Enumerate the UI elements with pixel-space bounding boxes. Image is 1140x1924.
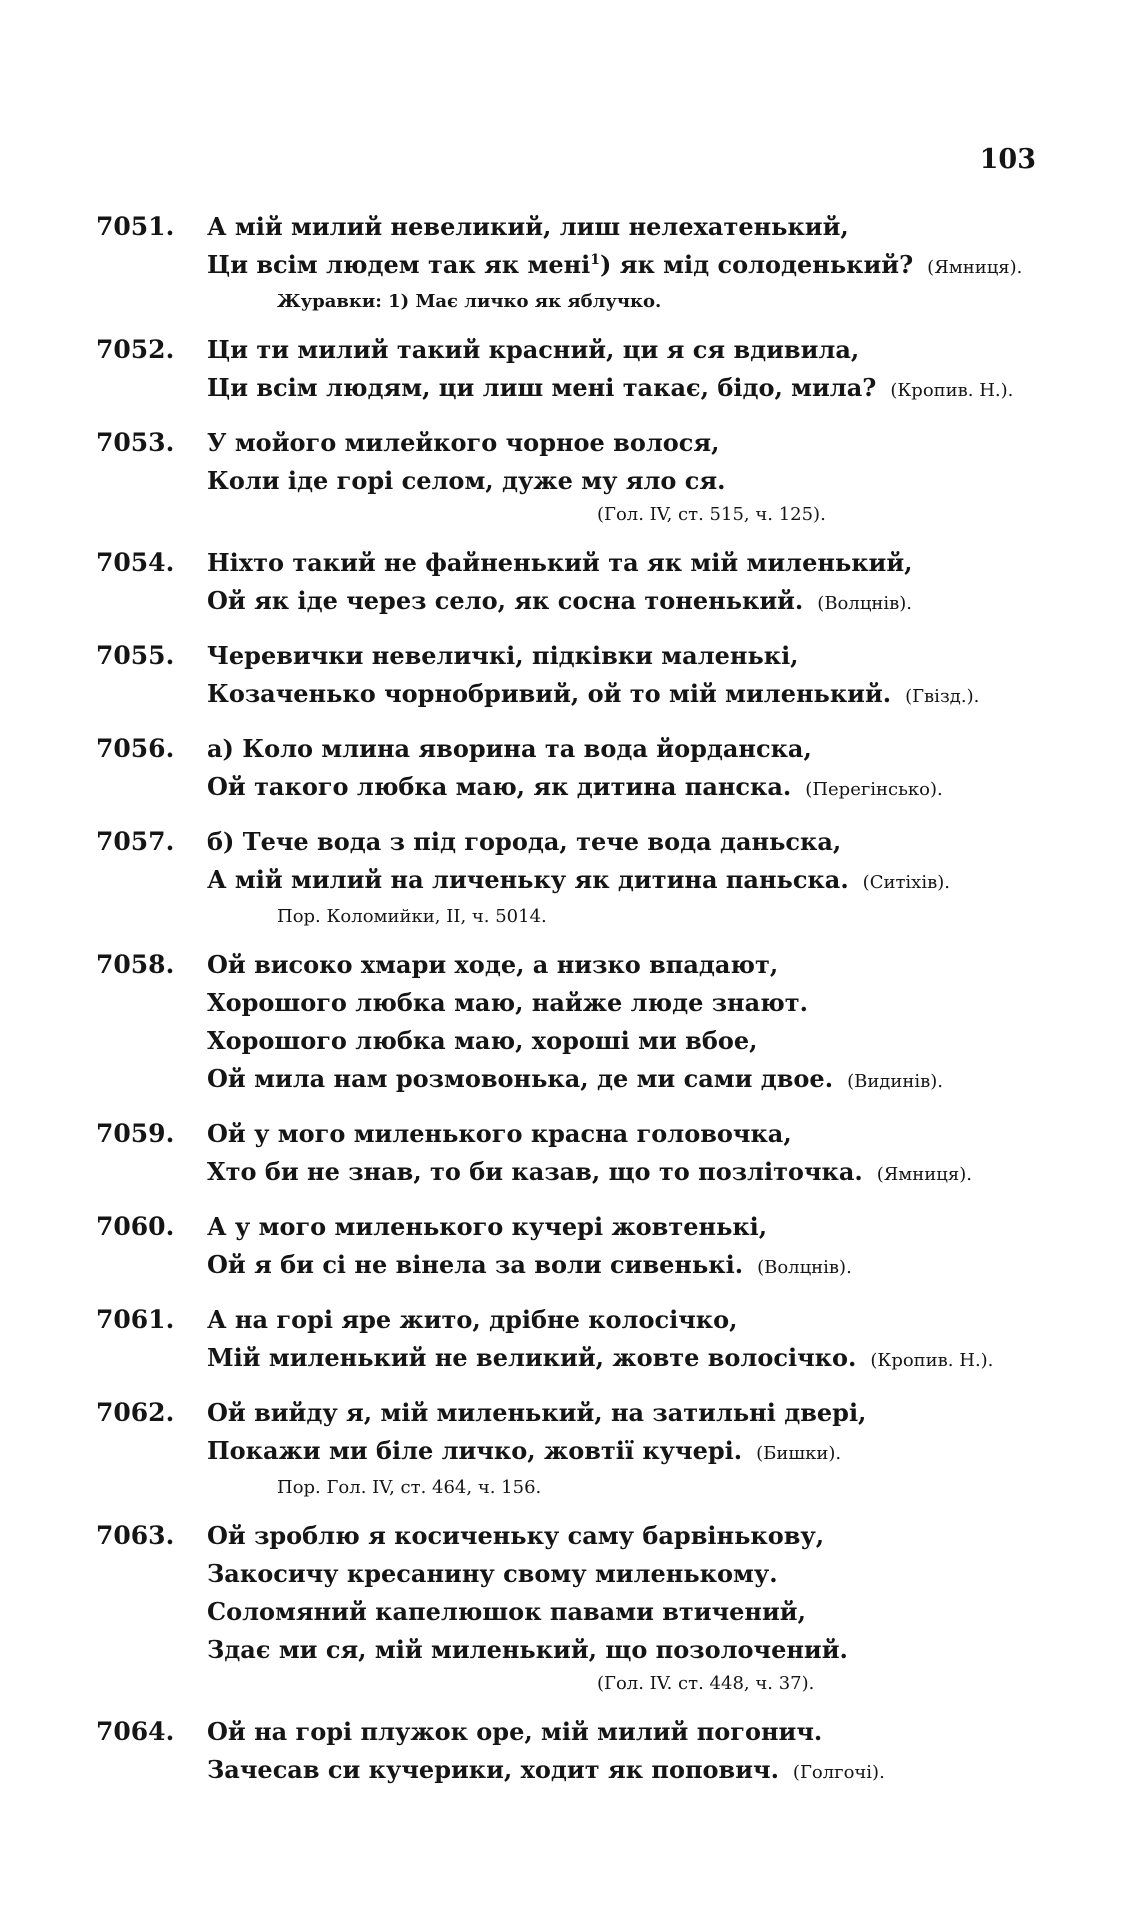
source-citation: (Видинів). [847, 1071, 944, 1092]
source-citation: (Волцнів). [817, 593, 913, 614]
verse-line: Ой зроблю я косиченьку саму барвінькову, [207, 1521, 825, 1550]
verse-line [207, 1246, 1056, 1287]
footnote: Журавки: 1) Має личко як яблучко. [277, 291, 662, 312]
verse-number: 7058. [96, 950, 175, 979]
verse-line [207, 246, 1056, 287]
source-citation: (Гол. IV. ст. 448, ч. 37). [597, 1673, 815, 1694]
verse-line [207, 1751, 1056, 1792]
verse-entry [96, 637, 1056, 716]
verse-text [207, 424, 1056, 530]
verse-number: 7053. [96, 428, 175, 457]
verse-text [207, 823, 1056, 932]
verse-line-part: Покажи ми біле личко, жовтії кучері. [207, 1436, 743, 1465]
verse-text [207, 208, 1056, 317]
verse-line: Ой на горі плужок оре, мій милий погонич. [207, 1717, 823, 1746]
verse-text [207, 544, 1056, 623]
source-citation: (Гол. IV, ст. 515, ч. 125). [597, 504, 826, 525]
footnote-marker: 1 [590, 252, 601, 268]
verse-entry [96, 208, 1056, 317]
verse-entry [96, 424, 1056, 530]
verse-line [207, 1060, 1056, 1101]
verse-line: Ци ти милий такий красний, ци я ся вдивила, [207, 335, 860, 364]
verse-entry [96, 544, 1056, 623]
verse-line [207, 1339, 1056, 1380]
verse-line-part: Ой такого любка маю, як дитина панска. [207, 772, 792, 801]
verse-line: Ой у мого миленького красна головочка, [207, 1119, 792, 1148]
page-number: 103 [979, 144, 1036, 175]
verse-line [207, 861, 1056, 902]
verse-line: Ніхто такий не файненький та як мій миленький, [207, 548, 913, 577]
verse-text [207, 946, 1056, 1101]
verse-entry [96, 1394, 1056, 1503]
verse-line [207, 369, 1056, 410]
verse-text [207, 1115, 1056, 1194]
verse-line [207, 675, 1056, 716]
verse-line-part: Ой як іде через село, як сосна тоненький. [207, 586, 804, 615]
verse-entry [96, 1115, 1056, 1194]
verse-line [207, 1153, 1056, 1194]
verse-number: 7064. [96, 1717, 175, 1746]
verse-line: Закосичу кресанину свому миленькому. [207, 1559, 778, 1588]
verse-number: 7051. [96, 212, 175, 241]
verse-line: Хорошого любка маю, хороші ми вбое, [207, 1026, 758, 1055]
verse-number: 7063. [96, 1521, 175, 1550]
verse-entry [96, 823, 1056, 932]
verse-line-part: Ой я би сі не вінела за воли сивенькі. [207, 1250, 744, 1279]
verse-entry [96, 1301, 1056, 1380]
verse-line: Хорошого любка маю, найже люде знают. [207, 988, 808, 1017]
verse-line: Черевички невеличкі, підківки маленькі, [207, 641, 799, 670]
cross-reference: Пор. Гол. IV, ст. 464, ч. 156. [277, 1477, 542, 1498]
verse-number: 7055. [96, 641, 175, 670]
source-citation: (Перегінсько). [805, 779, 943, 800]
verse-text [207, 1394, 1056, 1503]
verse-line-part: А мій милий на личеньку як дитина паньска. [207, 865, 849, 894]
source-citation: (Ямниця). [876, 1164, 972, 1185]
verse-text [207, 730, 1056, 809]
source-citation: (Кропив. Н.). [890, 380, 1014, 401]
verse-line: б) Тече вода з під города, тече вода даньска, [207, 827, 842, 856]
verse-line [207, 582, 1056, 623]
source-citation: (Гвізд.). [905, 686, 980, 707]
verse-line [207, 768, 1056, 809]
verse-number: 7057. [96, 827, 175, 856]
verse-line: Ой високо хмари ходе, а низко впадают, [207, 950, 779, 979]
source-citation: (Голгочі). [792, 1762, 885, 1783]
verse-entry [96, 1713, 1056, 1792]
verse-line: А у мого миленького кучері жовтенькі, [207, 1212, 768, 1241]
source-citation: (Ямниця). [927, 257, 1023, 278]
verse-line-part: Зачесав си кучерики, ходит як попович. [207, 1755, 779, 1784]
verse-line: Соломяний капелюшок павами втичений, [207, 1597, 806, 1626]
verse-line: Коли іде горі селом, дуже му яло ся. [207, 466, 726, 495]
verse-text [207, 1208, 1056, 1287]
verse-line-part: Ци всім людям, ци лиш мені такає, бідо, мила? [207, 373, 877, 402]
verse-entry [96, 331, 1056, 410]
verse-number: 7061. [96, 1305, 175, 1334]
verse-line-part: Мій миленький не великий, жовте волосічко. [207, 1343, 857, 1372]
verse-entry [96, 730, 1056, 809]
source-citation: (Волцнів). [757, 1257, 852, 1278]
verse-number: 7060. [96, 1212, 175, 1241]
verse-entry [96, 1517, 1056, 1699]
verse-number: 7054. [96, 548, 175, 577]
source-citation: (Бишки). [756, 1443, 842, 1464]
verse-text [207, 331, 1056, 410]
verse-number: 7062. [96, 1398, 175, 1427]
verse-text [207, 1301, 1056, 1380]
verse-entry [96, 1208, 1056, 1287]
verse-line [207, 1432, 1056, 1473]
verse-line-part: Козаченько чорнобривий, ой то мій миленький. [207, 679, 892, 708]
verse-number: 7056. [96, 734, 175, 763]
verse-line: А мій милий невеликий, лиш нелехатенький, [207, 212, 849, 241]
verse-list [96, 208, 1056, 1806]
cross-reference: Пор. Коломийки, II, ч. 5014. [277, 906, 547, 927]
verse-entry [96, 946, 1056, 1101]
verse-line: У мойого милейкого чорное волося, [207, 428, 720, 457]
verse-text [207, 637, 1056, 716]
verse-line: а) Коло млина яворина та вода йорданска, [207, 734, 812, 763]
verse-line: Здає ми ся, мій миленький, що позолочений. [207, 1635, 848, 1664]
verse-number: 7059. [96, 1119, 175, 1148]
verse-number: 7052. [96, 335, 175, 364]
verse-line-part: Хто би не знав, то би казав, що то позліточка. [207, 1157, 863, 1186]
verse-line: Ой вийду я, мій миленький, на затильні двері, [207, 1398, 867, 1427]
verse-line-part: Ой мила нам розмовонька, де ми сами двое. [207, 1064, 834, 1093]
verse-line-part: Ци всім людем так як мені [207, 250, 591, 279]
verse-line: А на горі яре жито, дрібне колосічко, [207, 1305, 738, 1334]
verse-text [207, 1713, 1056, 1792]
verse-line-part: ) як мід солоденький? [600, 250, 914, 279]
source-citation: (Ситіхів). [862, 872, 950, 893]
verse-text [207, 1517, 1056, 1699]
source-citation: (Кропив. Н.). [870, 1350, 994, 1371]
